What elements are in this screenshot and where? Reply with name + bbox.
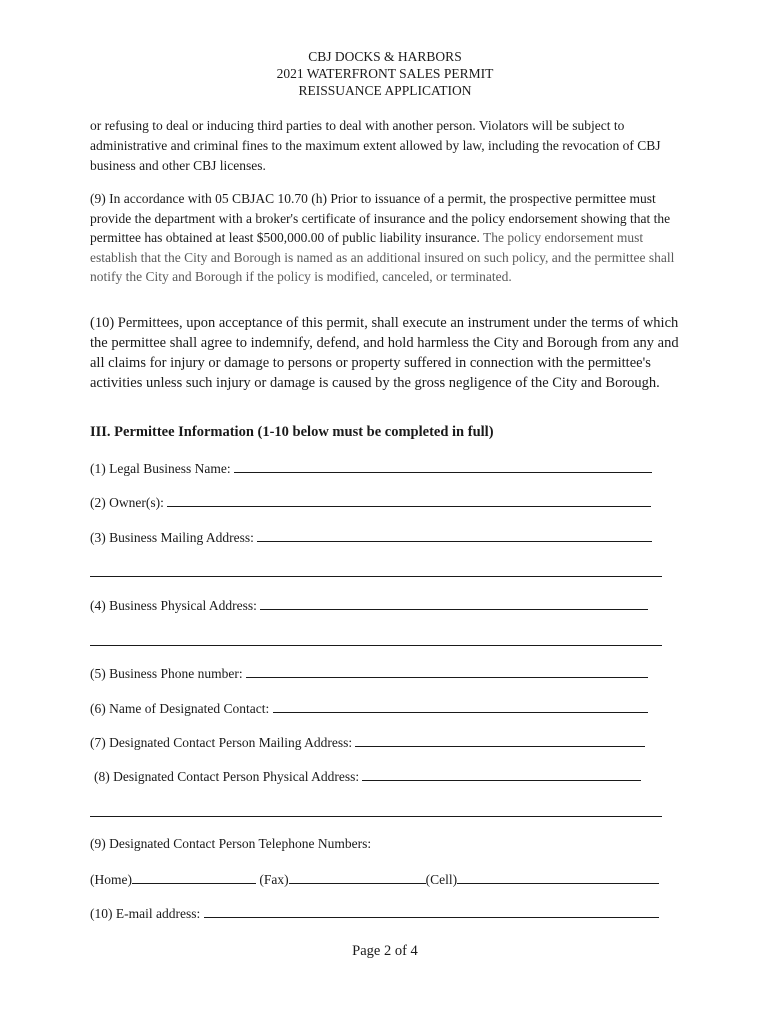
email-field[interactable] [204, 904, 659, 918]
header-permit-title: 2021 WATERFRONT SALES PERMIT [276, 66, 494, 81]
business-phone-field[interactable] [246, 664, 648, 678]
page-number: Page 2 of 4 [352, 943, 418, 959]
mailing-address-field[interactable] [257, 528, 652, 542]
designated-contact-field[interactable] [273, 699, 648, 713]
legal-business-name-row [90, 459, 652, 477]
contact-physical-field[interactable] [362, 767, 641, 781]
physical-address-row [90, 596, 648, 614]
fax-field[interactable] [289, 870, 426, 884]
home-phone-field[interactable] [132, 870, 256, 884]
contact-phones-label: (9) Designated Contact Person Telephone Numbers: [90, 836, 372, 851]
header-org: CBJ DOCKS & HARBORS [308, 49, 462, 64]
contact-phones-row [90, 836, 371, 852]
header-application-title: REISSUANCE APPLICATION [298, 83, 472, 98]
email-label: (10) E-mail address: [90, 906, 201, 921]
designated-contact-row [90, 699, 648, 717]
physical-address-field-line2[interactable] [90, 645, 662, 646]
home-label: (Home) [90, 872, 132, 887]
owners-label: (2) Owner(s): [90, 495, 164, 510]
legal-business-name-label: (1) Legal Business Name: [90, 461, 231, 476]
mailing-address-field-line2[interactable] [90, 576, 662, 577]
owners-row [90, 493, 651, 511]
indemnify-paragraph: (10) Permittees, upon acceptance of this permit, shall execute an instrument under the terms of which the permittee shall agree to indemnify, defend, and hold harmless the City and Borough from any and all claims for injury or damage to persons or property suffered in connection with the permittee's activities unless such injury or damage is caused by the gross negligence of the City and Borough. [90, 315, 679, 391]
business-phone-row [90, 664, 648, 682]
physical-address-field[interactable] [260, 596, 648, 610]
cell-label: (Cell) [425, 872, 458, 887]
cell-phone-field[interactable] [457, 870, 659, 884]
contact-mailing-row [90, 733, 645, 751]
section-heading: III. Permittee Information (1-10 below must be completed in full) [90, 424, 494, 440]
legal-business-name-field[interactable] [234, 459, 652, 473]
contact-mailing-label: (7) Designated Contact Person Mailing Address: [90, 735, 353, 750]
phone-numbers-row [90, 870, 659, 888]
owners-field[interactable] [167, 493, 651, 507]
continuation-paragraph: or refusing to deal or inducing third parties to deal with another person. Violators will be subject to administrative and criminal fines to the maximum extent allowed by law, including the revocation of CBJ business and other CBJ licenses. [90, 118, 661, 173]
mailing-address-label: (3) Business Mailing Address: [90, 530, 254, 545]
insurance-paragraph-endorsement: The policy endorsement must establish that the City and Borough is named as an additional insured on such policy, and the permittee shall notify the City and Borough if the policy is modified, canceled, or terminated. [90, 230, 675, 284]
mailing-address-row [90, 528, 652, 546]
contact-mailing-field[interactable] [355, 733, 645, 747]
email-row [90, 904, 659, 922]
contact-physical-row [94, 767, 641, 785]
insurance-paragraph [90, 189, 680, 287]
designated-contact-label: (6) Name of Designated Contact: [90, 701, 270, 716]
contact-physical-field-line2[interactable] [90, 816, 662, 817]
business-phone-label: (5) Business Phone number: [90, 666, 243, 681]
physical-address-label: (4) Business Physical Address: [90, 598, 257, 613]
contact-physical-label: (8) Designated Contact Person Physical Address: [94, 769, 360, 784]
fax-label: (Fax) [259, 872, 289, 887]
insurance-paragraph-main: (9) In accordance with 05 CBJAC 10.70 (h) Prior to issuance of a permit, the prospective permittee must provide the department with a broker's certificate of insurance and the policy endorsement showing that the permittee has obtained at least $500,000.00 of public liability insurance. [90, 191, 671, 245]
document-header [0, 48, 770, 99]
